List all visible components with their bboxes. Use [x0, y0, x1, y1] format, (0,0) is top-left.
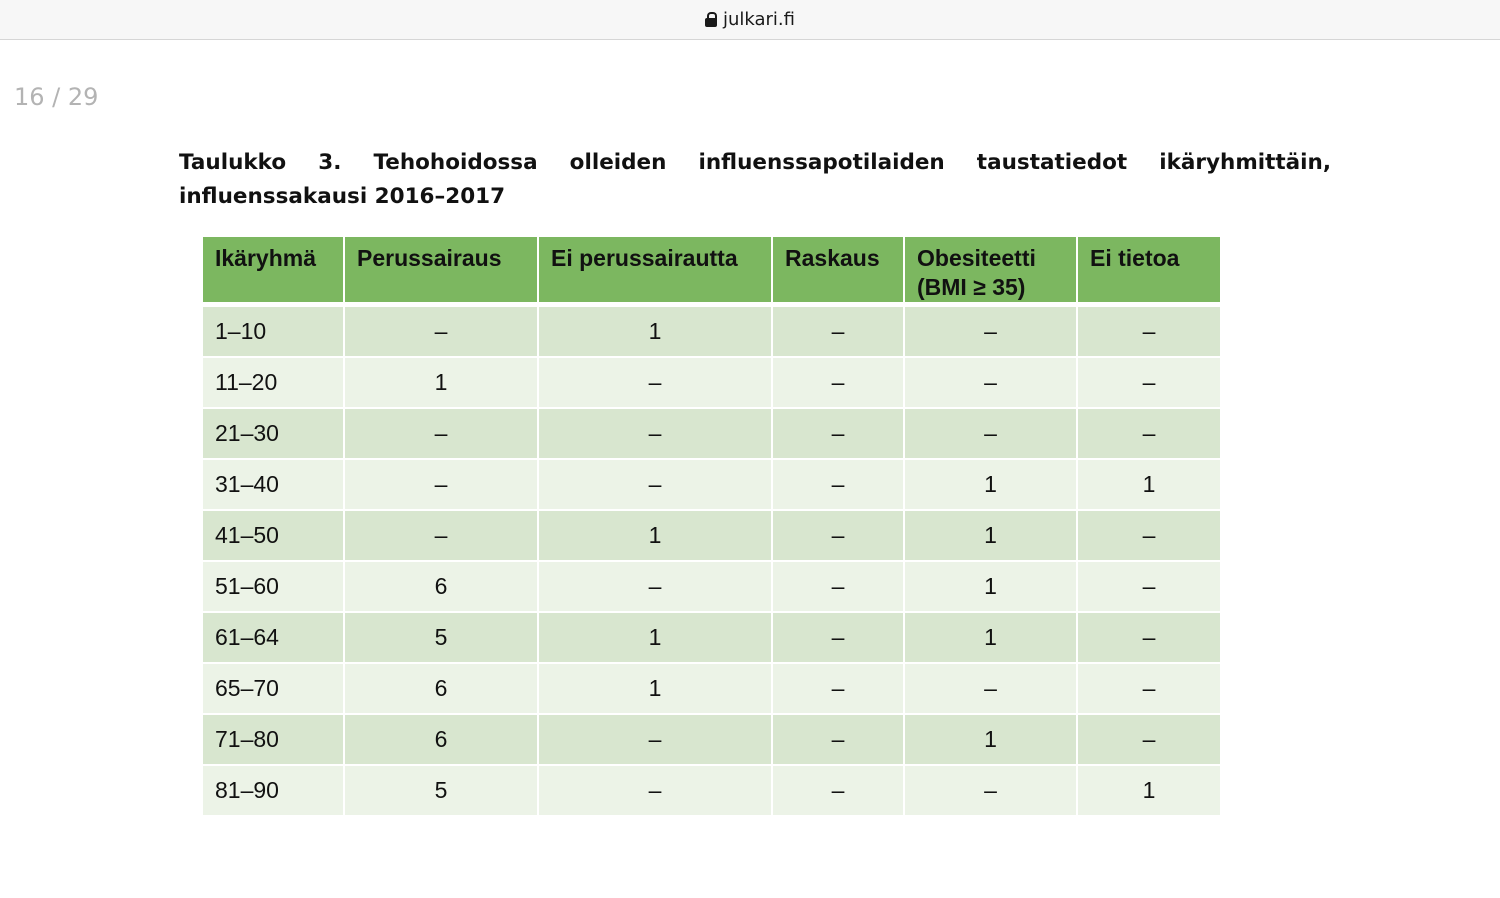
table-row	[203, 664, 1220, 715]
table-cell: 6	[345, 562, 539, 613]
table-cell: 1	[905, 613, 1078, 664]
table-cell: –	[345, 409, 539, 460]
table-header-row	[203, 237, 1220, 307]
table-cell: 6	[345, 664, 539, 715]
table-cell: –	[539, 409, 773, 460]
table-row	[203, 715, 1220, 766]
header-raskaus: Raskaus	[773, 237, 905, 307]
age-group-cell: 21–30	[203, 409, 345, 460]
table-cell: –	[905, 766, 1078, 817]
table-row	[203, 460, 1220, 511]
table-row	[203, 409, 1220, 460]
header-ikaryhma: Ikäryhmä	[203, 237, 345, 307]
table-cell: –	[773, 664, 905, 715]
table-cell: –	[905, 664, 1078, 715]
table-cell: –	[905, 409, 1078, 460]
age-group-cell: 31–40	[203, 460, 345, 511]
table-cell: –	[539, 358, 773, 409]
table-cell: –	[1078, 307, 1220, 358]
table-cell: 6	[345, 715, 539, 766]
table-cell: –	[1078, 409, 1220, 460]
table-cell: –	[539, 562, 773, 613]
header-ei-tietoa: Ei tietoa	[1078, 237, 1220, 307]
address-bar[interactable]	[0, 0, 1500, 40]
age-group-cell: 81–90	[203, 766, 345, 817]
age-group-cell: 71–80	[203, 715, 345, 766]
table-cell: –	[773, 307, 905, 358]
header-ei-perussairautta: Ei perussairautta	[539, 237, 773, 307]
table-cell: –	[773, 715, 905, 766]
table-cell: –	[905, 358, 1078, 409]
table-cell: –	[773, 511, 905, 562]
table-cell: –	[345, 307, 539, 358]
data-table	[203, 237, 1220, 817]
table-cell: –	[905, 307, 1078, 358]
table-cell: 1	[539, 511, 773, 562]
url-text: julkari.fi	[722, 9, 795, 30]
table-row	[203, 358, 1220, 409]
table-cell: 1	[905, 562, 1078, 613]
table-cell: –	[773, 562, 905, 613]
age-group-cell: 11–20	[203, 358, 345, 409]
table-cell: –	[1078, 511, 1220, 562]
table-cell: –	[345, 511, 539, 562]
table-cell: –	[1078, 715, 1220, 766]
table-cell: –	[1078, 562, 1220, 613]
table-cell: –	[1078, 664, 1220, 715]
table-row	[203, 766, 1220, 817]
table-caption: Taulukko 3. Tehohoidossa olleiden influenssapotilaiden taustatiedot ikäryhmittäin, influenssakausi 2016–2017	[179, 150, 1331, 209]
table-row	[203, 613, 1220, 664]
table-cell: –	[773, 409, 905, 460]
table-cell: 5	[345, 613, 539, 664]
lock-icon	[705, 12, 717, 27]
table-cell: –	[1078, 613, 1220, 664]
page-indicator: 16 / 29	[14, 83, 99, 111]
table-cell: –	[773, 460, 905, 511]
table-row	[203, 307, 1220, 358]
url-display[interactable]	[705, 9, 795, 30]
table-cell: –	[1078, 358, 1220, 409]
table-cell: 1	[539, 613, 773, 664]
table-row	[203, 511, 1220, 562]
age-group-cell: 1–10	[203, 307, 345, 358]
header-perussairaus: Perussairaus	[345, 237, 539, 307]
table-cell: 1	[1078, 460, 1220, 511]
age-group-cell: 65–70	[203, 664, 345, 715]
header-obesiteetti: Obesiteetti (BMI ≥ 35)	[905, 237, 1078, 307]
table-cell: 1	[539, 307, 773, 358]
table-cell: –	[539, 460, 773, 511]
age-group-cell: 61–64	[203, 613, 345, 664]
table-cell: 5	[345, 766, 539, 817]
table-cell: 1	[1078, 766, 1220, 817]
table-cell: –	[773, 766, 905, 817]
table-cell: 1	[905, 511, 1078, 562]
table-cell: –	[539, 766, 773, 817]
table-cell: –	[773, 613, 905, 664]
table-cell: 1	[905, 460, 1078, 511]
table-cell: –	[345, 460, 539, 511]
table-row	[203, 562, 1220, 613]
age-group-cell: 51–60	[203, 562, 345, 613]
table-cell: –	[773, 358, 905, 409]
age-group-cell: 41–50	[203, 511, 345, 562]
table-cell: 1	[905, 715, 1078, 766]
table-cell: –	[539, 715, 773, 766]
table-cell: 1	[345, 358, 539, 409]
table-cell: 1	[539, 664, 773, 715]
